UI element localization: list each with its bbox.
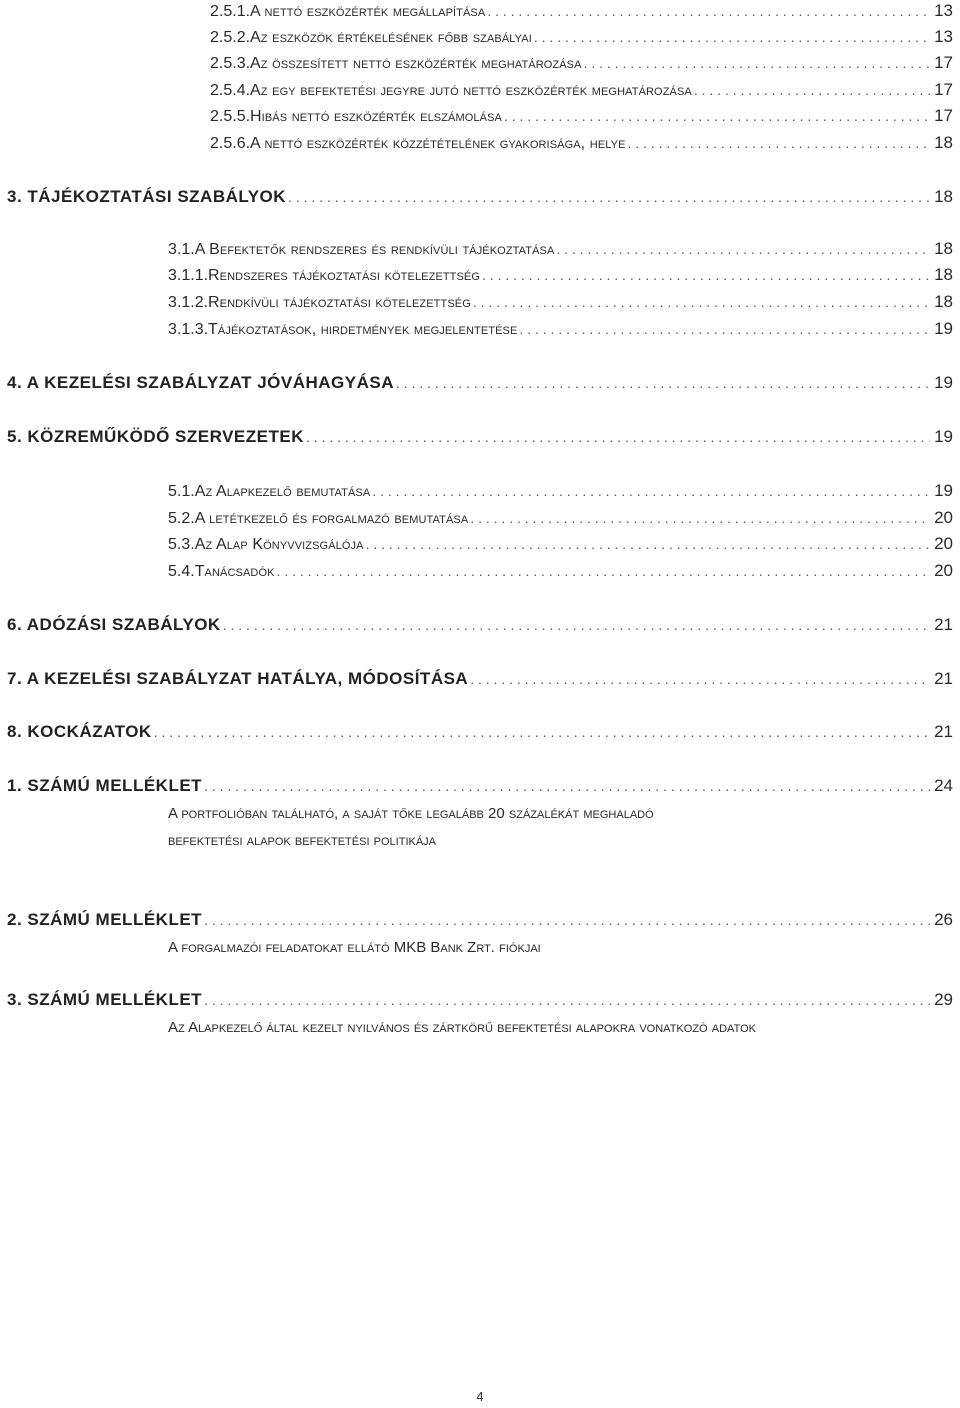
toc-entry[interactable] bbox=[168, 507, 953, 529]
toc-entry-title: A letétkezelő és forgalmazó bemutatása bbox=[194, 510, 469, 527]
toc-entry-page: 26 bbox=[934, 910, 953, 929]
toc-entry-page: 13 bbox=[934, 27, 953, 46]
dot-leader bbox=[204, 909, 930, 931]
toc-entry-number: 2.5.1. bbox=[210, 3, 251, 20]
toc-entry-title: Az Alapkezelő bemutatása bbox=[194, 483, 371, 500]
toc-entry-title: Tanácsadók bbox=[194, 563, 275, 580]
annex-subtitle: A portfolióban található, a saját tőke legalább 20 százalékát meghaladó bbox=[168, 805, 654, 822]
toc-entry-title: Az összesített nettó eszközérték meghatározása bbox=[250, 55, 582, 72]
annex-subtitle: befektetési alapok befektetési politikája bbox=[168, 832, 437, 849]
toc-annex[interactable] bbox=[7, 909, 953, 931]
toc-entry-title: Tájékoztatások, hirdetmények megjelentetése bbox=[208, 321, 518, 338]
toc-entry[interactable] bbox=[168, 291, 953, 313]
toc-entry-page: 17 bbox=[934, 80, 953, 99]
toc-entry-number: 2.5.2. bbox=[210, 29, 251, 46]
dot-leader bbox=[396, 372, 930, 394]
toc-entry-page: 19 bbox=[934, 373, 953, 392]
toc-entry-number: 5.3. bbox=[168, 536, 195, 553]
toc-entry-number: 2.5.3. bbox=[210, 55, 251, 72]
dot-leader bbox=[473, 291, 930, 313]
toc-entry-number: 5.1. bbox=[168, 483, 195, 500]
dot-leader bbox=[504, 105, 930, 127]
toc-entry-title: Rendkívüli tájékoztatási kötelezettség bbox=[208, 294, 471, 311]
dot-leader bbox=[366, 533, 931, 555]
annex-subtitle: A forgalmazói feladatokat ellátó MKB Bank Zrt. fiókjai bbox=[168, 939, 541, 956]
toc-entry-title: A nettó eszközérték közzétételének gyakorisága, helye bbox=[250, 135, 626, 152]
toc-entry-page: 18 bbox=[934, 239, 953, 258]
dot-leader bbox=[306, 426, 930, 448]
toc-chapter-title: 5. KÖZREMŰKÖDŐ SZERVEZETEK bbox=[7, 427, 304, 446]
toc-entry-title: Hibás nettó eszközérték elszámolása bbox=[250, 108, 502, 125]
toc-entry-page: 18 bbox=[934, 187, 953, 206]
toc-entry-title: Az eszközök értékelésének főbb szabályai bbox=[250, 29, 532, 46]
dot-leader bbox=[482, 264, 930, 286]
toc-entry[interactable] bbox=[168, 318, 953, 340]
toc-entry-page: 17 bbox=[934, 53, 953, 72]
toc-entry-page: 21 bbox=[934, 615, 953, 634]
toc-entry-page: 20 bbox=[934, 561, 953, 580]
toc-entry-page: 18 bbox=[934, 133, 953, 152]
toc-entry-page: 19 bbox=[934, 481, 953, 500]
toc-entry-page: 13 bbox=[934, 1, 953, 20]
toc-entry-number: 3.1. bbox=[168, 241, 195, 258]
dot-leader bbox=[534, 26, 930, 48]
toc-entry-number: 3.1.2. bbox=[168, 294, 209, 311]
dot-leader bbox=[556, 238, 930, 260]
toc-annex[interactable] bbox=[7, 775, 953, 797]
toc-chapter-title: 7. A KEZELÉSI SZABÁLYZAT HATÁLYA, MÓDOSÍTÁSA bbox=[7, 669, 469, 688]
toc-entry[interactable] bbox=[168, 264, 953, 286]
toc-entry-page: 18 bbox=[934, 265, 953, 284]
page-number: 4 bbox=[476, 1389, 484, 1404]
dot-leader bbox=[288, 186, 930, 208]
toc-chapter[interactable] bbox=[7, 426, 953, 448]
toc-chapter[interactable] bbox=[7, 721, 953, 743]
toc-chapter-title: 6. ADÓZÁSI SZABÁLYOK bbox=[7, 615, 221, 634]
toc-entry[interactable] bbox=[168, 533, 953, 555]
toc-entry-number: 5.2. bbox=[168, 510, 195, 527]
toc-chapter[interactable] bbox=[7, 372, 953, 394]
toc-entry-page: 21 bbox=[934, 722, 953, 741]
dot-leader bbox=[277, 560, 931, 582]
toc-entry-title: A nettó eszközérték megállapítása bbox=[250, 3, 486, 20]
dot-leader bbox=[487, 0, 930, 22]
dot-leader bbox=[372, 480, 930, 502]
toc-entry-title: A Befektetők rendszeres és rendkívüli tájékoztatása bbox=[194, 241, 555, 258]
toc-chapter[interactable] bbox=[7, 614, 953, 636]
toc-entry-title: Rendszeres tájékoztatási kötelezettség bbox=[208, 267, 481, 284]
toc-entry-number: 5.4. bbox=[168, 563, 195, 580]
toc-entry-title: Az egy befektetési jegyre jutó nettó eszközérték meghatározása bbox=[250, 82, 692, 99]
toc-entry[interactable] bbox=[210, 26, 953, 48]
toc-entry[interactable] bbox=[210, 52, 953, 74]
dot-leader bbox=[694, 79, 930, 101]
toc-chapter-title: 3. TÁJÉKOZTATÁSI SZABÁLYOK bbox=[7, 187, 287, 206]
dot-leader bbox=[628, 132, 931, 154]
toc-entry-page: 21 bbox=[934, 669, 953, 688]
toc-chapter-title: 4. A KEZELÉSI SZABÁLYZAT JÓVÁHAGYÁSA bbox=[7, 373, 395, 392]
dot-leader bbox=[519, 318, 930, 340]
toc-entry[interactable] bbox=[210, 0, 953, 22]
toc-entry[interactable] bbox=[168, 560, 953, 582]
dot-leader bbox=[204, 775, 930, 797]
toc-entry[interactable] bbox=[210, 105, 953, 127]
toc-entry-number: 3.1.3. bbox=[168, 321, 209, 338]
toc-entry-page: 19 bbox=[934, 427, 953, 446]
toc-chapter-title: 8. KOCKÁZATOK bbox=[7, 722, 152, 741]
toc-annex-title: 1. SZÁMÚ MELLÉKLET bbox=[7, 776, 203, 795]
toc-entry[interactable] bbox=[168, 480, 953, 502]
dot-leader bbox=[470, 507, 930, 529]
annex-subtitle: Az Alapkezelő által kezelt nyilvános és zártkörű befektetési alapokra vonatkozó adatok bbox=[168, 1019, 756, 1036]
toc-entry-number: 3.1.1. bbox=[168, 267, 209, 284]
toc-entry-page: 17 bbox=[934, 106, 953, 125]
dot-leader bbox=[154, 721, 930, 743]
toc-entry-title: Az Alap Könyvvizsgálója bbox=[194, 536, 364, 553]
toc-entry[interactable] bbox=[210, 132, 953, 154]
toc-entry-number: 2.5.4. bbox=[210, 82, 251, 99]
toc-annex-title: 3. SZÁMÚ MELLÉKLET bbox=[7, 990, 203, 1009]
toc-annex[interactable] bbox=[7, 989, 953, 1011]
toc-entry-page: 29 bbox=[934, 990, 953, 1009]
dot-leader bbox=[584, 52, 931, 74]
toc-entry-page: 19 bbox=[934, 319, 953, 338]
dot-leader bbox=[470, 668, 930, 690]
dot-leader bbox=[223, 614, 930, 636]
toc-entry-number: 2.5.5. bbox=[210, 108, 251, 125]
toc-entry-number: 2.5.6. bbox=[210, 135, 251, 152]
toc-chapter[interactable] bbox=[7, 186, 953, 208]
toc-chapter[interactable] bbox=[7, 668, 953, 690]
toc-entry-page: 18 bbox=[934, 292, 953, 311]
toc-entry-page: 20 bbox=[934, 508, 953, 527]
toc-entry-page: 24 bbox=[934, 776, 953, 795]
toc-annex-title: 2. SZÁMÚ MELLÉKLET bbox=[7, 910, 203, 929]
toc-entry-page: 20 bbox=[934, 534, 953, 553]
toc-entry[interactable] bbox=[210, 79, 953, 101]
dot-leader bbox=[204, 989, 930, 1011]
toc-entry[interactable] bbox=[168, 238, 953, 260]
